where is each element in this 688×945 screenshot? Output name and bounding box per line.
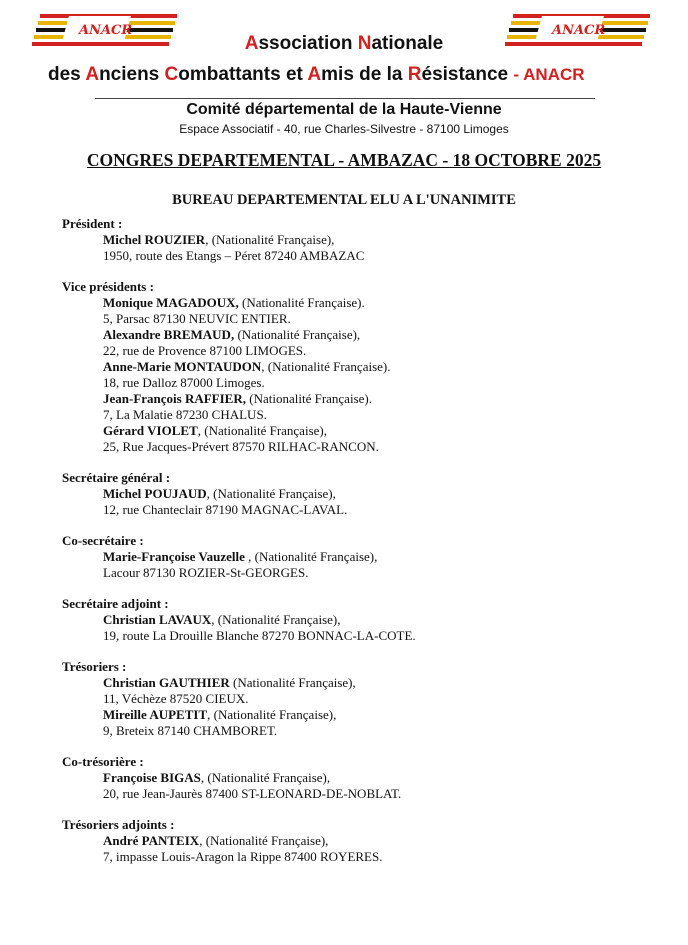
bureau-section — [62, 279, 662, 455]
member-address: 19, route La Drouille Blanche 87270 BONNAC-LA-COTE. — [103, 628, 416, 643]
bureau-section — [62, 754, 662, 802]
member-name-line — [62, 549, 662, 565]
member-address: 25, Rue Jacques-Prévert 87570 RILHAC-RANCON. — [103, 439, 379, 454]
member-name: Alexandre BREMAUD, — [103, 327, 235, 342]
member-address: 5, Parsac 87130 NEUVIC ENTIER. — [103, 311, 291, 326]
member-nationality: (Nationalité Française). — [238, 295, 365, 310]
member-nationality: (Nationalité Française), — [234, 327, 361, 342]
member-name: Mireille AUPETIT — [103, 707, 208, 722]
member-name: Christian GAUTHIER — [103, 675, 230, 690]
title-run: nciens — [99, 64, 165, 85]
association-title-line2 — [48, 64, 585, 86]
title-run: ationale — [371, 33, 444, 54]
member-name: Michel POUJAUD — [103, 486, 207, 501]
role-heading: Co-trésorière : — [62, 754, 144, 769]
member-name-line — [62, 675, 662, 691]
member-name: Christian LAVAUX — [103, 612, 212, 627]
bureau-section — [62, 596, 662, 644]
member-nationality: , (Nationalité Française), — [211, 612, 341, 627]
member-name-line — [62, 486, 662, 502]
member-nationality: , (Nationalité Française), — [206, 486, 336, 501]
congres-title: CONGRES DEPARTEMENTAL - AMBAZAC - 18 OCTOBRE 2025 — [86, 150, 602, 170]
title-run: A — [85, 64, 100, 85]
member-address: 22, rue de Provence 87100 LIMOGES. — [103, 343, 307, 358]
member-nationality: , (Nationalité Française), — [199, 833, 329, 848]
member-name-line — [62, 359, 662, 375]
bureau-section — [62, 470, 662, 518]
acronym: - ANACR — [513, 65, 585, 84]
member-nationality: , (Nationalité Française), — [200, 770, 331, 785]
member-name-line — [62, 423, 662, 439]
title-run: mis de la — [321, 64, 408, 85]
title-run: N — [357, 33, 372, 54]
comite-title: Comité départemental de la Haute-Vienne — [186, 101, 502, 118]
member-name: Françoise BIGAS — [103, 770, 201, 785]
bureau-section — [62, 216, 662, 264]
role-heading: Trésoriers adjoints : — [62, 817, 175, 832]
role-heading: Secrétaire général : — [62, 470, 171, 485]
member-nationality: , (Nationalité Française), — [197, 423, 327, 438]
title-run: ésistance — [421, 64, 509, 85]
svg-text:ANACR: ANACR — [552, 23, 606, 38]
member-name: Jean-François RAFFIER, — [103, 391, 246, 406]
title-run: ombattants et — [178, 64, 308, 85]
member-nationality: , (Nationalité Française), — [207, 707, 337, 722]
title-run: des — [48, 64, 86, 85]
member-name-line — [62, 295, 662, 311]
title-run: A — [307, 64, 322, 85]
role-heading: Président : — [62, 216, 123, 231]
member-address: 7, impasse Louis-Aragon la Rippe 87400 ROYERES. — [103, 849, 383, 864]
comite-address: Espace Associatif - 40, rue Charles-Silvestre - 87100 Limoges — [179, 122, 509, 136]
title-run: A — [244, 33, 259, 54]
member-name: Monique MAGADOUX, — [103, 295, 239, 310]
bureau-members — [62, 216, 662, 880]
member-address: 9, Breteix 87140 CHAMBORET. — [103, 723, 278, 738]
bureau-section — [62, 817, 662, 865]
member-nationality: (Nationalité Française), — [229, 675, 356, 690]
member-nationality: , (Nationalité Française). — [261, 359, 391, 374]
member-address: 7, La Malatie 87230 CHALUS. — [103, 407, 267, 422]
member-name: Anne-Marie MONTAUDON — [103, 359, 262, 374]
member-name-line — [62, 327, 662, 343]
member-name: Gérard VIOLET — [103, 423, 198, 438]
title-run: R — [407, 64, 422, 85]
member-name: Marie-Françoise Vauzelle — [103, 549, 245, 564]
role-heading: Secrétaire adjoint : — [62, 596, 169, 611]
member-name-line — [62, 391, 662, 407]
svg-text:ANACR: ANACR — [79, 23, 133, 38]
bureau-section — [62, 533, 662, 581]
member-address: 1950, route des Etangs – Péret 87240 AMBAZAC — [103, 248, 365, 263]
member-nationality: (Nationalité Française). — [246, 391, 372, 406]
member-nationality: , (Nationalité Française), — [244, 549, 378, 564]
role-heading: Trésoriers : — [62, 659, 127, 674]
association-title-line1 — [0, 33, 688, 55]
title-run: C — [164, 64, 179, 85]
member-name-line — [62, 612, 662, 628]
member-name-line — [62, 770, 662, 786]
member-address: 20, rue Jean-Jaurès 87400 ST-LEONARD-DE-NOBLAT. — [103, 786, 402, 801]
header-rule — [95, 98, 595, 99]
bureau-title: BUREAU DEPARTEMENTAL ELU A L'UNANIMITE — [172, 192, 516, 208]
member-name-line — [62, 707, 662, 723]
role-heading: Co-secrétaire : — [62, 533, 144, 548]
member-name-line — [62, 833, 662, 849]
title-run: ssociation — [258, 33, 358, 54]
member-name-line — [62, 232, 662, 248]
member-address: 12, rue Chanteclair 87190 MAGNAC-LAVAL. — [103, 502, 348, 517]
member-address: 11, Véchèze 87520 CIEUX. — [103, 691, 249, 706]
member-name: André PANTEIX — [103, 833, 200, 848]
member-name: Michel ROUZIER — [103, 232, 206, 247]
role-heading: Vice présidents : — [62, 279, 154, 294]
member-address: Lacour 87130 ROZIER-St-GEORGES. — [103, 565, 309, 580]
bureau-section — [62, 659, 662, 739]
member-address: 18, rue Dalloz 87000 Limoges. — [103, 375, 265, 390]
member-nationality: , (Nationalité Française), — [205, 232, 335, 247]
